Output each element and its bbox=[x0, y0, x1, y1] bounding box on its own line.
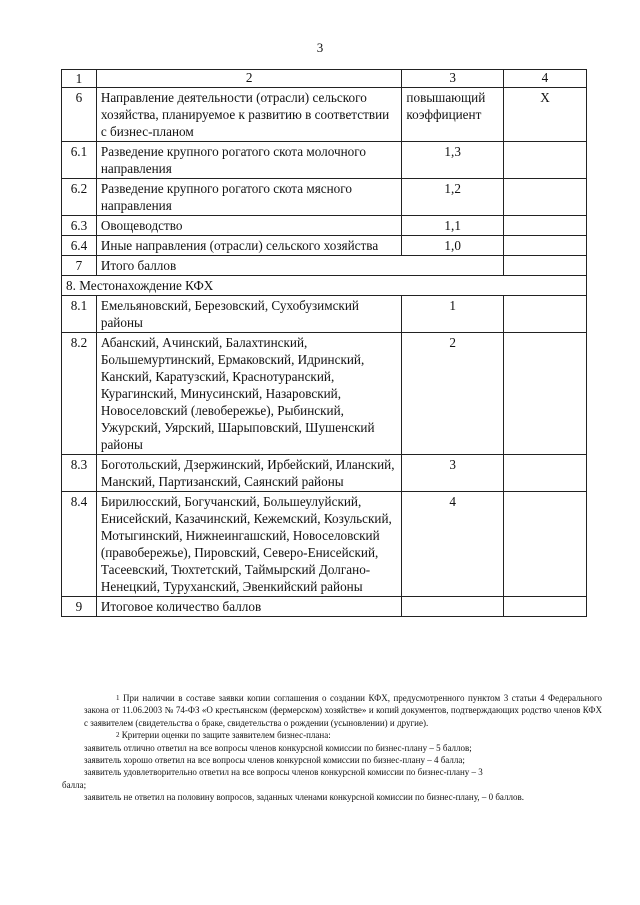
row-number: 8.2 bbox=[62, 333, 97, 455]
row-value bbox=[402, 597, 504, 617]
table-header-row bbox=[62, 70, 587, 88]
row-number: 8.1 bbox=[62, 296, 97, 333]
row-value: 1,0 bbox=[402, 236, 504, 256]
row-name: Разведение крупного рогатого скота мясного направления bbox=[96, 179, 402, 216]
row-value: 1,2 bbox=[402, 179, 504, 216]
table-row bbox=[62, 296, 587, 333]
criteria-line: заявитель отлично ответил на все вопросы членов конкурсной комиссии по бизнес-плану – 5 баллов; bbox=[84, 742, 472, 753]
row-name: Овощеводство bbox=[96, 216, 402, 236]
table-row bbox=[62, 142, 587, 179]
header-cell: 2 bbox=[96, 70, 402, 88]
header-cell: 4 bbox=[503, 70, 586, 88]
criteria-line-continuation: балла; bbox=[62, 779, 87, 790]
row-value: 4 bbox=[402, 492, 504, 597]
header-cell: 1 bbox=[62, 70, 97, 88]
row-value-4 bbox=[503, 179, 586, 216]
section-title: 8. Местонахождение КФХ bbox=[62, 276, 587, 296]
row-name: Разведение крупного рогатого скота молочного направления bbox=[96, 142, 402, 179]
row-value-4 bbox=[503, 236, 586, 256]
criteria-line: заявитель не ответил на половину вопросов, заданных членами конкурсной комиссии по бизнес-плану, – 0 баллов. bbox=[84, 792, 524, 803]
row-value-4 bbox=[503, 333, 586, 455]
row-value-4 bbox=[503, 256, 586, 276]
row-number: 7 bbox=[62, 256, 97, 276]
row-name: Емельяновский, Березовский, Сухобузимский районы bbox=[96, 296, 402, 333]
row-value-4 bbox=[503, 597, 586, 617]
table-row bbox=[62, 216, 587, 236]
footnote-title: Критерии оценки по защите заявителем бизнес-плана: bbox=[121, 730, 331, 741]
row-number: 6.3 bbox=[62, 216, 97, 236]
row-number: 9 bbox=[62, 597, 97, 617]
row-value: 2 bbox=[402, 333, 504, 455]
row-value-4 bbox=[503, 216, 586, 236]
row-value: 1,1 bbox=[402, 216, 504, 236]
header-cell: 3 bbox=[402, 70, 504, 88]
footnote-mark: 1 bbox=[116, 694, 120, 702]
table-row bbox=[62, 179, 587, 216]
footnote-text: При наличии в составе заявки копии соглашения о создании КФХ, предусмотренного пунктом 3 статьи 4 Федерального закона от 11.06.2003 № 74-ФЗ «О крестьянском (фермерском) хозяйстве» и копий документов, подтверждающих родство членов КФХ с заявителем (свидетельства о браке, свидетельства о рождении (усыновлении) и другие). bbox=[84, 693, 602, 728]
table-row bbox=[62, 455, 587, 492]
table-row bbox=[62, 597, 587, 617]
row-number: 6 bbox=[62, 88, 97, 142]
row-name: Бирилюсский, Богучанский, Большеулуйский, Енисейский, Казачинский, Кежемский, Козульский, Мотыгинский, Нижнеингашский, Новоселовский (правобережье), Пировский, Северо-Енисейский, Тасеевский, Тюхтетский, Таймырский Долгано-Ненецкий, Туруханский, Эвенкийский районы bbox=[96, 492, 402, 597]
footnote-2 bbox=[84, 729, 602, 741]
row-number: 6.4 bbox=[62, 236, 97, 256]
footnote-1 bbox=[84, 692, 602, 729]
row-number: 6.2 bbox=[62, 179, 97, 216]
row-value-4 bbox=[503, 455, 586, 492]
footnote-mark: 2 bbox=[116, 731, 120, 740]
row-name: Иные направления (отрасли) сельского хозяйства bbox=[96, 236, 402, 256]
criteria-line: заявитель хорошо ответил на все вопросы членов конкурсной комиссии по бизнес-плану – 4 балла; bbox=[84, 755, 465, 766]
row-value-4 bbox=[503, 296, 586, 333]
row-name: Направление деятельности (отрасли) сельского хозяйства, планируемое к развитию в соответствии с бизнес-планом bbox=[96, 88, 402, 142]
section-row bbox=[62, 276, 587, 296]
row-name: Итоговое количество баллов bbox=[96, 597, 402, 617]
row-number: 8.3 bbox=[62, 455, 97, 492]
table-row bbox=[62, 492, 587, 597]
table-row bbox=[62, 236, 587, 256]
row-value-4: Х bbox=[503, 88, 586, 142]
table-row bbox=[62, 256, 587, 276]
table-row bbox=[62, 333, 587, 455]
row-value: 1 bbox=[402, 296, 504, 333]
page-number: 3 bbox=[316, 40, 324, 55]
row-value-4 bbox=[503, 142, 586, 179]
row-name: Итого баллов bbox=[96, 256, 503, 276]
row-value: 1,3 bbox=[402, 142, 504, 179]
row-value-4 bbox=[503, 492, 586, 597]
row-value: повышающий коэффициент bbox=[402, 88, 504, 142]
footnotes bbox=[62, 692, 602, 804]
row-number: 6.1 bbox=[62, 142, 97, 179]
criteria-line: заявитель удовлетворительно ответил на все вопросы членов конкурсной комиссии по бизнес-плану – 3 bbox=[84, 767, 483, 778]
row-name: Абанский, Ачинский, Балахтинский, Большемуртинский, Ермаковский, Идринский, Канский, Каратузский, Краснотуранский, Курагинский, Минусинский, Назаровский, Новоселовский (левобережье), Рыбинский, Ужурский, Уярский, Шарыповский, Шушенский районы bbox=[96, 333, 402, 455]
row-name: Боготольский, Дзержинский, Ирбейский, Иланский, Манский, Партизанский, Саянский районы bbox=[96, 455, 402, 492]
criteria-table bbox=[61, 69, 587, 617]
row-number: 8.4 bbox=[62, 492, 97, 597]
row-value: 3 bbox=[402, 455, 504, 492]
table-row bbox=[62, 88, 587, 142]
